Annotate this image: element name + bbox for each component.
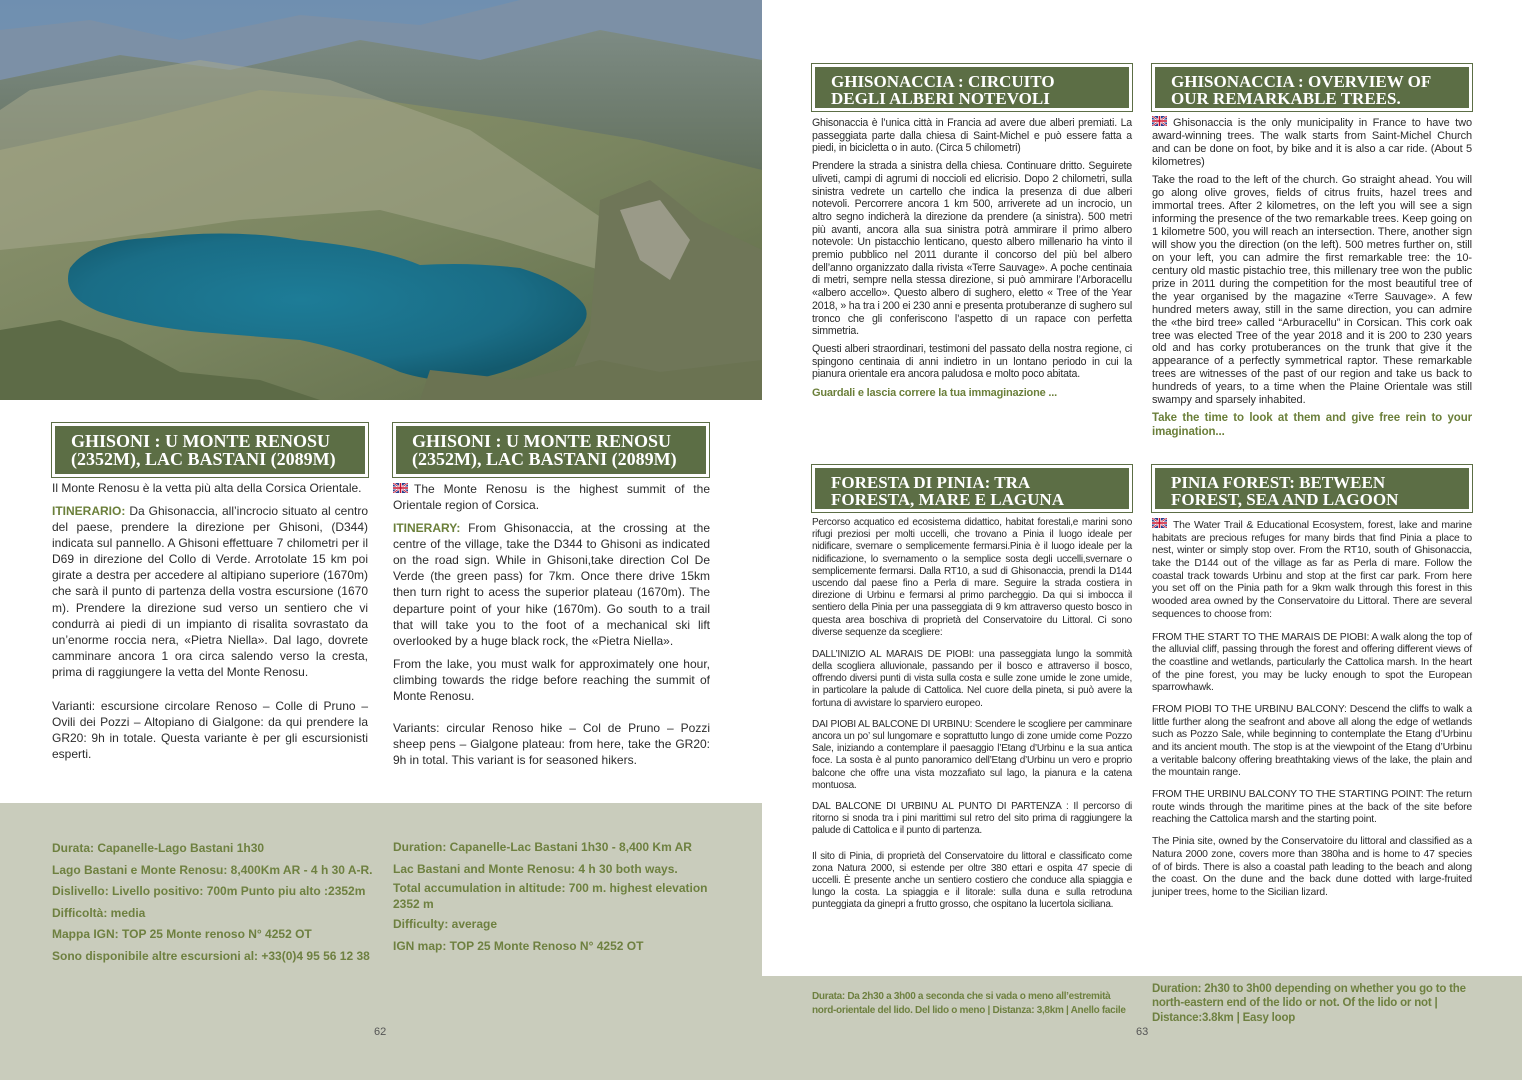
section-header-trees-it [812,64,1132,111]
header-line: FORESTA, MARE E LAGUNA [831,490,1064,509]
info-line: Durata: Capanelle-Lago Bastani 1h30 [52,841,265,855]
paragraph: Variants: circular Renoso hike – Col de Pruno – Pozzi sheep pens – Gialgone plateau: from here, take the GR20: 9h in total. This variant is for seasoned hikers. [393,721,710,768]
trees-it-body [812,117,1132,407]
section-header-pinia-it [812,465,1132,512]
paragraph: Percorso acquatico ed ecosistema didattico, habitat forestali,e marini sono rifugi preziosi per molti uccelli, che trovano a Pinia il luogo ideale per nidificare, svernare o semplicemente fermarsi.Pinia è il luogo ideale per la nidificazione, lo svernamento o la semplice sosta degli uccelli,svernare o semplicemente fermarsi. Dalla RT10, a sud di Ghisonaccia, prendi la D144 uscendo dal paese fino a Perla di mare. Seguire la strada costiera in direzione di Urbinu e fermarsi al primo parcheggio. Da qui si imbocca il sentiero della Pinia per una passeggiata di 9 km attraverso questo bosco in questa area boschiva di proprietà del Conservatoire du Littoral. Ci sono diverse sequenze da scegliere: [812,517,1132,638]
paragraph [52,503,368,680]
itinerary-label: ITINERARY: [393,521,461,536]
paragraph: From the lake, you must walk for approximately one hour, climbing towards the ridge before reaching the summit of Monte Renosu. [393,656,710,703]
info-list-it [52,839,382,966]
info-line: IGN map: TOP 25 Monte Renoso N° 4252 OT [393,938,644,953]
header-line: (2352M), LAC BASTANI (2089M) [412,449,677,469]
intro-text: The Water Trail & Educational Ecosystem, forest, lake and marine habitats are precious refuges for many birds that find Pinia a place to nest, winter or simply stop over. From the RT10, south of Ghisonaccia, take the D144 out of the village as far as Perla di mare. Follow the coastal track towards Urbinu and stop at the first car park. From here you set off on the Pinia path for a 9km walk through this forest in this wooded area owned by the Conservatoire du Littoral. There are several sequences to choose from: [1152,520,1472,620]
paragraph: Ghisonaccia è l’unica città in Francia ad avere due alberi premiati. La passeggiata parte dalla chiesa di Saint-Michel e può essere fatta a piedi, in bicicletta o in auto. (Circa 5 chilometri) [812,117,1132,155]
info-line: Lago Bastani e Monte Renosu: 8,400Km AR - 4 h 30 A-R. [52,862,373,877]
paragraph [1152,518,1472,622]
paragraph: Il Monte Renosu è la vetta più alta della Corsica Orientale. [52,481,362,495]
header-line: DEGLI ALBERI NOTEVOLI [831,89,1050,108]
uk-flag-icon [1152,116,1167,126]
header-line: GHISONACCIA : CIRCUITO [831,72,1055,91]
paragraph: Take the road to the left of the church. Go straight ahead. You will go along olive groves, fields of citrus fruits, hazel trees and immortal trees. After 2 kilometres, on the left you will see a sign informing the presence of the two remarkable trees. Keep going on 1 kilometre 500, you will reach an intersection. There, another sign will show you the direction (on the left). 500 metres further on, still on your left, you can admire the first remarkable tree: the 10-century old mastic pistachio tree, this millenary tree won the public prize in 2011 during the competition for the most beautiful tree of the year organised by the magazine «Terre Sauvage». A few hundred meters away, still in the same direction, you can admire the «the bird tree» called “Arburacellu” in Corsican. This cork oak tree was elected Tree of the year 2018 and it is 200 to 230 years old and has corky protuberances on the trunk that give it the appearance of a perfectly symmetrical raptor. These remarkable trees are witnesses of the past of our region and take us back to hundreds of years, to a time when the Plaine Orientale was still swampy and sparsely inhabited. [1152,173,1472,407]
itinerary-text: Da Ghisonaccia, all’incrocio situato al centro del paese, prendere la direzione per Ghisoni, (D344) indicata sul pannello. A Ghisoni effettuare 7 chilometri per il D69 in direzione del Collo di Verde. Arrotolate 15 km poi girate a destra per accedere al altipiano superiore (1670m) che sarà il punto di partenza della vostra escursione (1670 m). Prendere la direzione sud verso un sentiero che vi condurrà ai piedi di un impianto di risalita sovrastato da un’enorme roccia nera, «Pietra Niella». Dal lago, dovrete camminare ancora 1 ora circa salendo verso la cresta, prima di raggiungere la vetta del Monte Renosu. [52,504,368,679]
paragraph: FROM THE START TO THE MARAIS DE PIOBI: A walk along the top of the alluvial cliff, passing through the forest and offering different views of the coastline and wetlands, particularly the Cattolica marsh. In the heart of the pine forest, you may be lucky enough to spot the European sparrowhawk. [1152,631,1472,694]
paragraph: FROM THE URBINU BALCONY TO THE STARTING POINT: The return route winds through the maritime pines at the back of the site before reaching the Cattolica marsh and the starting point. [1152,789,1472,826]
page-number-left: 62 [374,1026,387,1038]
paragraph [393,520,710,649]
itinerary-label: ITINERARIO: [52,504,126,519]
paragraph [1152,116,1472,169]
paragraph: The Pinia site, owned by the Conservatoire du littoral and classified as a Natura 2000 zone, covers more than 380ha and is home to 47 species of of birds. There is also a coastal path leading to the beach and along the coast. On the dune and the back dune dotted with large-fruited juniper trees, home to the Sicilian lizard. [1152,836,1472,898]
info-line: Mappa IGN: TOP 25 Monte renoso N° 4252 OT [52,927,312,942]
section-header-trees-en [1152,64,1472,111]
uk-flag-icon [393,481,408,491]
duration-en: Duration: 2h30 to 3h00 depending on whether you go to the north-eastern end of the lido or not. Of the lido or not | Distance:3.8km | Easy loop [1152,983,1466,1024]
header-line: GHISONACCIA : OVERVIEW OF [1171,72,1432,91]
paragraph: Questi alberi straordinari, testimoni del passato della nostra regione, ci spingono centinaia di anni indietro in un lontano periodo in cui la pianura orientale era ancora paludosa e molto poco abitata. [812,342,1132,381]
pinia-en-body [1152,518,1472,907]
header-line: (2352M), LAC BASTANI (2089M) [71,449,336,469]
header-line: GHISONI : U MONTE RENOSU [71,431,331,451]
info-line: Difficoltà: media [52,905,146,920]
intro-text: Ghisonaccia is the only municipality in France to have two award-winning trees. The walk starts from Saint-Michel Church and can be done on foot, by bike and it is also a car ride. (About 5 kilometres) [1152,117,1472,168]
trees-en-body [1152,116,1472,447]
paragraph: Il sito di Pinia, di proprietà del Conservatoire du littoral e classificato come zona Natura 2000, si estende per oltre 380 ettari e ospita 47 specie di uccelli. È presente anche un sentiero costiero che conduce alla spiaggia e lungo la costa. La spiaggia e il litorale: sulla duna e sulla retroduna punteggiata da ginepri a frutto grosso, che ospitano la lucertola siciliana. [812,850,1132,911]
closing-line: Take the time to look at them and give free rein to your imagination... [1152,412,1472,439]
renosu-en-body [393,481,710,775]
pinia-it-body [812,517,1132,918]
info-line: Duration: Capanelle-Lac Bastani 1h30 - 8,400 Km AR [393,840,692,854]
page-number-right: 63 [1136,1026,1149,1038]
section-header-renosu-en [393,423,709,477]
uk-flag-icon [1152,518,1167,528]
closing-line: Guardali e lascia correre la tua immaginazione ... [812,387,1057,400]
header-line: OUR REMARKABLE TREES. [1171,89,1401,108]
mountain-lake-photo [0,0,762,400]
header-line: PINIA FOREST: BETWEEN [1171,473,1386,492]
info-line: Dislivello: Livello positivo: 700m Punto piu alto :2352m [52,884,366,899]
header-line: FOREST, SEA AND LAGOON [1171,490,1399,509]
paragraph: FROM PIOBI TO THE URBINU BALCONY: Descend the cliffs to walk a little further along the seafront and above all along the edge of wetlands such as Pozzo Sale, while beginning to contemplate the Etang d’Urbinu and its ancient mouth. The stop is at the viewpoint of the Etang d’Urbinu a veritable balcony offering breathtaking views of the lake, the plain and the mountain range. [1152,703,1472,779]
paragraph: Prendere la strada a sinistra della chiesa. Continuare dritto. Seguirete uliveti, campi di agrumi di noccioli ed elicrisio. Dopo 2 chilometri, sulla sinistra vedrete un cartello che indica la presenza di due alberi notevoli. Percorrere ancora 1 km 500, arriverete ad un incrocio, un altro segno indicherà la direzione da prendere (a sinistra). 500 metri più avanti, ancora alla sua sinistra potrà ammirare il primo albero notevole: Un pistacchio lenticano, questo albero millenario ha vinto il premio pubblico nel 2011 durante il concorso del più bel albero dell’anno organizzato dalla rivista «Terre Sauvage». A poche centinaia di metri, sempre nella stessa direzione, si può ammirare l’Arboracellu «albero accello». Questo albero di sughero, eletto « Tree of the Year 2018, » ha tra i 200 ei 230 anni e presenta protuberanze di sughero sul tronco che gli conferiscono l’aspetto di un rapace con perfetta simmetria. [812,160,1132,338]
info-line: Difficulty: average [393,917,498,932]
header-line: GHISONI : U MONTE RENOSU [412,431,672,451]
info-line: Lac Bastani and Monte Renosu: 4 h 30 both ways. [393,861,678,876]
section-header-renosu-it [52,423,368,477]
renosu-it-body [52,480,368,769]
paragraph: DALL’INIZIO AL MARAIS DE PIOBI: una passeggiata lungo la sommità della scogliera alluvionale, passando per il bosco e attraverso il bosco, offrendo diversi punti di vista sulla costa e sulle zone umide le zone umide, in particolare la palude di Cattolica. Nel cuore della pineta, si può avere la fortuna di avvistare lo sparviero europeo. [812,648,1132,709]
duration-it: Durata: Da 2h30 a 3h00 a seconda che si vada o meno all’estremità nord-orientale del lido. Del lido o meno | Distanza: 3,8km | Anello facile [812,991,1126,1016]
info-line: Sono disponibile altre escursioni al: +33(0)4 95 56 12 38 [52,948,370,963]
section-header-pinia-en [1152,465,1472,512]
paragraph: DAI PIOBI AL BALCONE DI URBINU: Scendere le scogliere per camminare ancora un po’ sul lungomare e soprattutto lungo di zone umide come Pozzo Sale, iniziando a contemplare il paesaggio l’Etang d’Urbinu e la sua antica foce. La sosta è al punto panoramico dell’Etang d’Urbinu un vero e proprio balcone che offre una vista mozzafiato sul lago, la pianura e la catena montuosa. [812,718,1132,791]
paragraph: Varianti: escursione circolare Renoso – Colle di Pruno – Ovili dei Pozzi – Altopiano di Gialgone: da qui prendere la GR20: 9h in totale. Questa variante è per gli escursionisti esperti. [52,698,368,762]
itinerary-text: From Ghisonaccia, at the crossing at the centre of the village, take the D344 to Ghisoni as indicated on the road sign. While in Ghisoni,take direction Col De Verde (the green pass) for 7km. Once there drive 15km then turn right to acess the superior plateau (1670m). The departure point of your hike (1670m). Go south to a trail that will take you to the foot of a mechanical ski lift overlooked by a huge black rock, the «Pietra Niella». [393,521,710,648]
intro-text: The Monte Renosu is the highest summit of the Orientale region of Corsica. [393,482,710,513]
header-line: FORESTA DI PINIA: TRA [831,473,1031,492]
paragraph: DAL BALCONE DI URBINU AL PUNTO DI PARTENZA : Il percorso di ritorno si snoda tra i pini marittimi sul retro del sito prima di raggiungere la palude di Cattolica e il punto di partenza. [812,800,1132,837]
info-line: Total accumulation in altitude: 700 m. highest elevation 2352 m [393,881,708,911]
paragraph [393,481,710,513]
info-list-en [393,838,713,956]
